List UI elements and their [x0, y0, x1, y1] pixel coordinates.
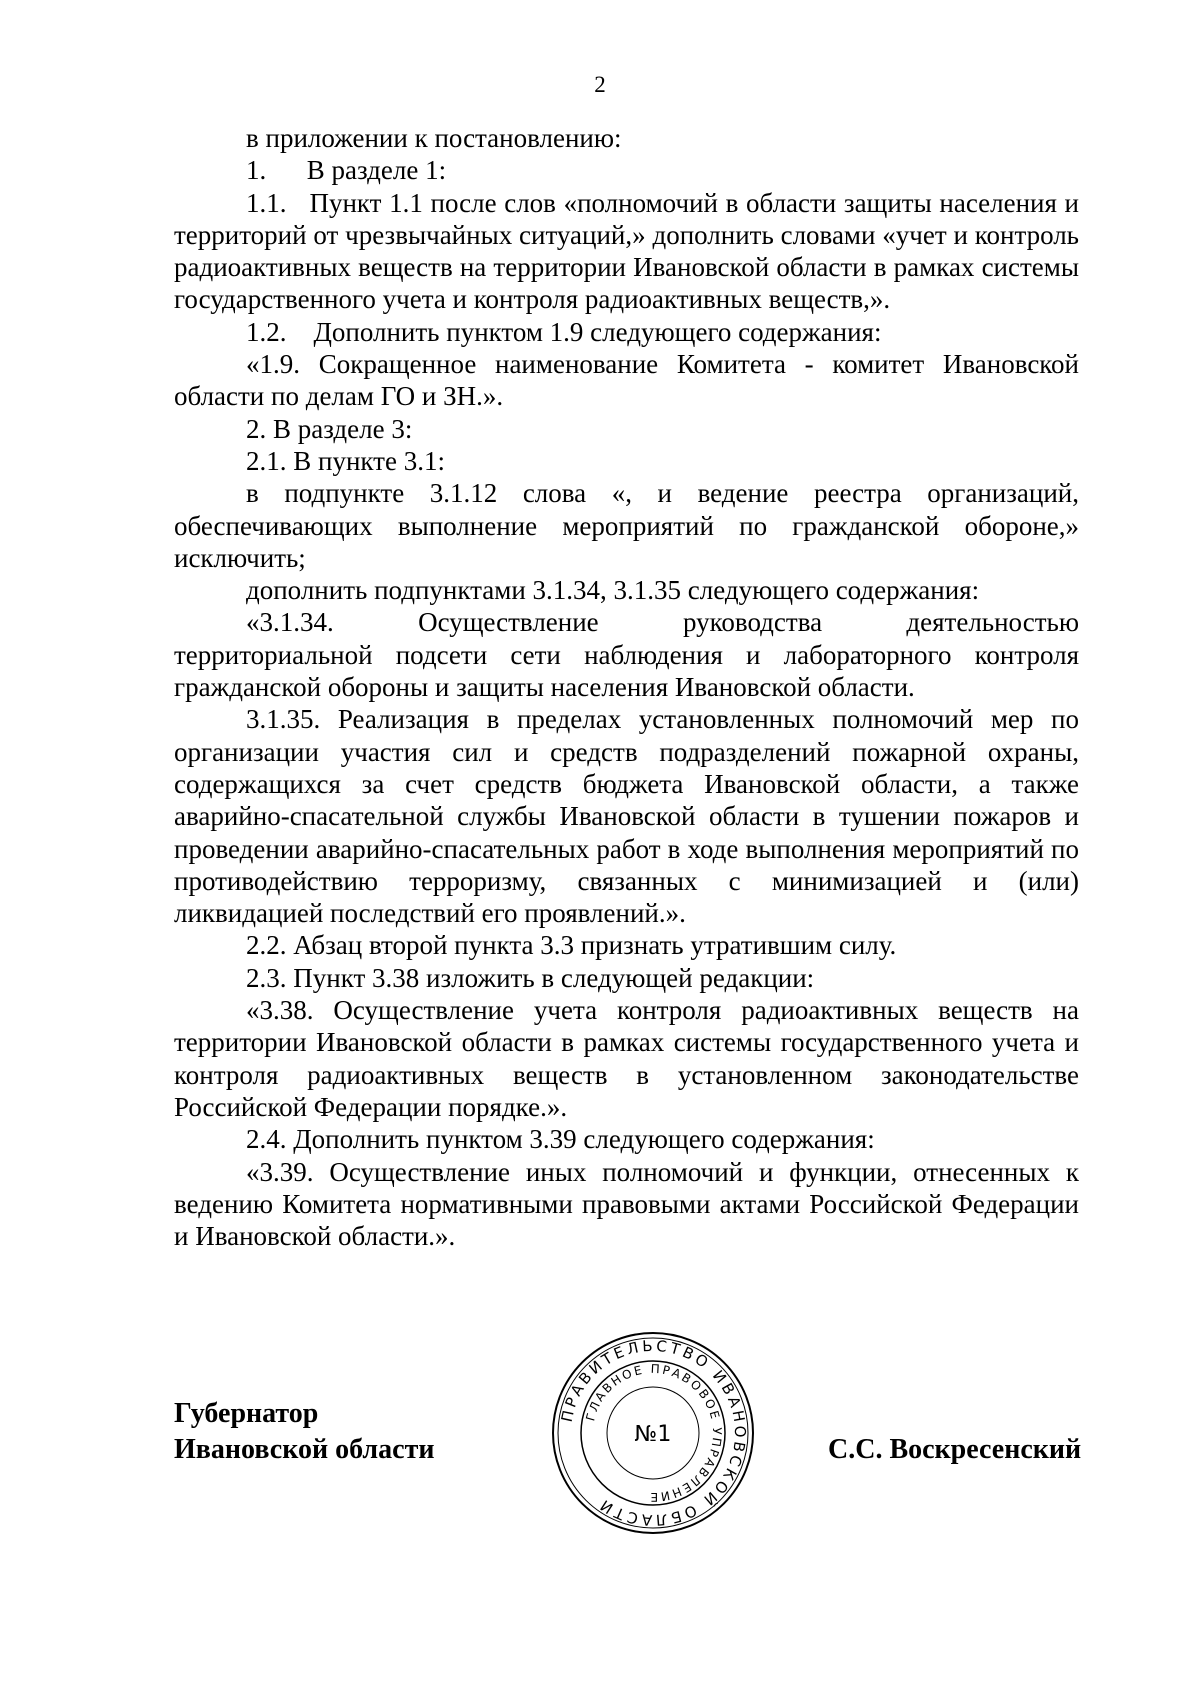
- paragraph: 2.1. В пункте 3.1:: [246, 445, 445, 476]
- signature-name: С.С. Воскресенский: [828, 1434, 1082, 1465]
- paragraph: 1. В разделе 1:: [246, 155, 447, 186]
- svg-text:ГЛАВНОЕ ПРАВОВОЕ УПРАВЛЕНИЕ: ГЛАВНОЕ ПРАВОВОЕ УПРАВЛЕНИЕ: [583, 1361, 725, 1505]
- stamp-number: №1: [634, 1422, 672, 1447]
- paragraph: в подпункте 3.1.12 слова «, и ведение реестра организаций, обеспечивающих выполнение мероприятий по гражданской обороне,» исключить;: [174, 478, 1079, 573]
- document-body: [174, 122, 1079, 1252]
- paragraph: «1.9. Сокращенное наименование Комитета - комитет Ивановской области по делам ГО и ЗН.».: [174, 349, 1079, 412]
- paragraph: «3.1.34. Осуществление руководства деятельностью: [246, 607, 1079, 638]
- paragraph: «3.39. Осуществление иных полномочий и функции, отнесенных к ведению Комитета нормативными правовыми актами Российской Федерации и Ивановской области.».: [174, 1156, 1079, 1252]
- paragraph: 1.1. Пункт 1.1 после слов «полномочий в области защиты населения и территорий от чрезвычайных ситуаций,» дополнить словами «учет и контроль радиоактивных веществ на территории Ивановской области в рамках системы государственного учета и контроля радиоактивных веществ,».: [174, 187, 1079, 315]
- paragraph: 2.3. Пункт 3.38 изложить в следующей редакции:: [246, 962, 815, 993]
- paragraph: в приложении к постановлению:: [246, 123, 622, 153]
- official-stamp: [548, 1328, 758, 1538]
- paragraph: 1.2. Дополнить пунктом 1.9 следующего содержания:: [246, 316, 882, 347]
- paragraph: 2.2. Абзац второй пункта 3.3 признать утратившим силу.: [246, 930, 897, 961]
- paragraph: дополнить подпунктами 3.1.34, 3.1.35 следующего содержания:: [246, 575, 980, 606]
- signature-title-line2: Ивановской области: [174, 1434, 435, 1465]
- paragraph: территориальной подсети сети наблюдения и лабораторного контроля гражданской обороны и защиты населения Ивановской области.: [174, 639, 1079, 703]
- paragraph: «3.38. Осуществление учета контроля радиоактивных веществ на территории Ивановской области в рамках системы государственного учета и контроля радиоактивных веществ в установленном законодательстве Российской Федерации порядке.».: [174, 995, 1079, 1122]
- stamp-seal: [548, 1328, 758, 1538]
- paragraph: 2. В разделе 3:: [246, 413, 413, 444]
- paragraph: 3.1.35. Реализация в пределах установленных полномочий мер по организации участия сил и средств подразделений пожарной охраны, содержащихся за счет средств бюджета Ивановской области, а также аварийно-спасательной службы Ивановской области в тушении пожаров и проведении аварийно-спасательных работ в ходе выполнения мероприятий по противодействию терроризму, связанных с минимизацией и (или) ликвидацией последствий его проявлений.».: [174, 704, 1079, 929]
- page-number: 2: [594, 72, 606, 97]
- svg-text:ПРАВИТЕЛЬСТВО ИВАНОВСКОЙ ОБЛАС: ПРАВИТЕЛЬСТВО ИВАНОВСКОЙ ОБЛАСТИ: [557, 1336, 750, 1530]
- paragraph: 2.4. Дополнить пунктом 3.39 следующего содержания:: [246, 1124, 875, 1155]
- signature-title: [174, 1396, 434, 1468]
- signature-title-line1: Губернатор: [174, 1398, 319, 1429]
